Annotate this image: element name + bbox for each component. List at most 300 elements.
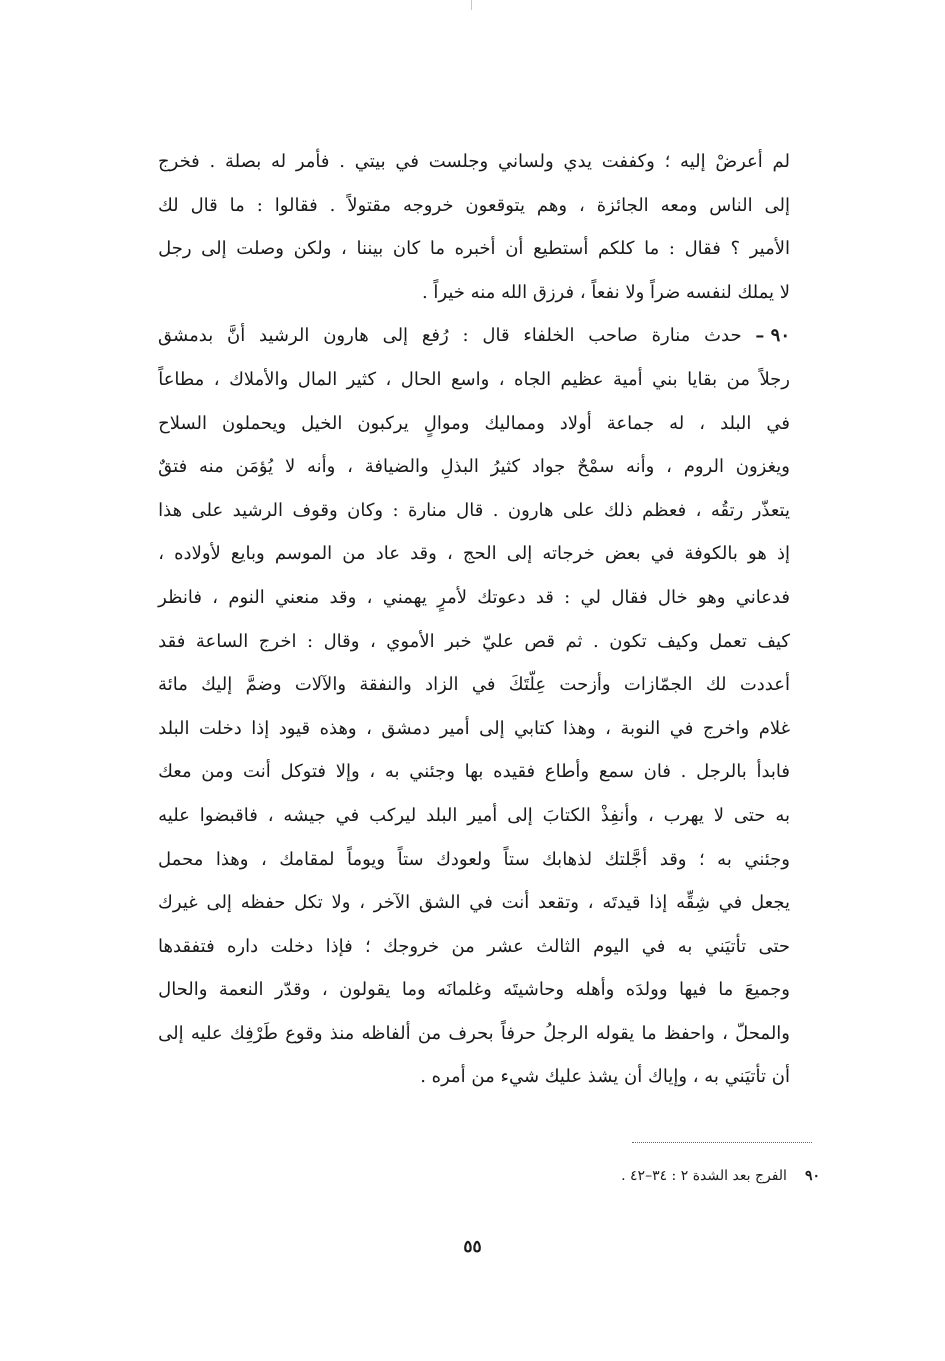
word: فخرج <box>158 151 200 172</box>
word: لأولاده <box>174 543 221 565</box>
word: هذا <box>158 499 183 521</box>
word: عظيم <box>560 368 604 390</box>
word: اخرج <box>258 630 297 652</box>
word: ستاً <box>503 848 530 870</box>
word: : <box>668 238 675 260</box>
word: وجئني <box>409 761 455 783</box>
word: وقال <box>323 630 360 652</box>
word: ، <box>347 456 353 478</box>
word: ، <box>359 892 366 914</box>
word: دعوتك <box>477 586 526 608</box>
word: . <box>492 499 499 521</box>
word: فقال <box>611 586 648 608</box>
word: ، <box>158 543 164 565</box>
word: ، <box>446 543 453 565</box>
word: بالكوفة <box>684 543 738 565</box>
word: فقيده <box>493 761 536 783</box>
word: ، <box>699 412 706 434</box>
word: كتابي <box>514 717 554 739</box>
word: ولساني <box>497 151 554 172</box>
word: ، <box>579 281 592 303</box>
word: ذلك <box>604 499 633 521</box>
word: في <box>469 892 493 914</box>
word: واخرج <box>702 717 750 739</box>
word: بالرجل <box>696 761 747 783</box>
word: خيراً <box>433 281 471 303</box>
word: الجائزة <box>596 194 649 216</box>
word: وقوع <box>285 1022 323 1044</box>
word: خال <box>657 586 688 608</box>
word: الأموي <box>386 630 435 652</box>
text-line <box>158 1055 790 1099</box>
word: وقوف <box>292 499 338 521</box>
word: الشق <box>418 892 461 914</box>
word: وأطاع <box>544 761 590 783</box>
word: داره <box>227 935 259 957</box>
word: له <box>270 151 287 172</box>
word: تأتيَني <box>704 935 747 957</box>
word: ما <box>718 979 734 1001</box>
word: أمره <box>431 1066 472 1088</box>
word: وهم <box>536 194 568 216</box>
word: والآلات <box>294 674 347 696</box>
word: هارون <box>507 499 554 521</box>
word: . <box>593 630 599 652</box>
word: ، <box>666 456 672 478</box>
word: بحرف <box>448 1022 494 1044</box>
word: بصلة <box>225 151 262 172</box>
word: ، <box>369 630 376 652</box>
word: فتقٌ <box>158 456 188 478</box>
word: : <box>307 630 314 652</box>
word: وجئني <box>744 848 790 870</box>
word: ، <box>267 804 274 826</box>
word: عليّ <box>482 630 514 652</box>
word: محمل <box>158 848 204 870</box>
word: أخبره <box>454 238 496 260</box>
word: وهذا <box>563 717 596 739</box>
word: وصلت <box>236 238 284 260</box>
word: يجعل <box>751 892 790 914</box>
word: ضراً <box>650 281 686 303</box>
word: خرجاته <box>542 543 595 565</box>
word: بعض <box>604 543 641 565</box>
word: إلى <box>206 892 232 914</box>
word: إلى <box>201 238 227 260</box>
word: اليوم <box>593 935 630 957</box>
word: لمقامك <box>279 848 335 870</box>
text-line <box>158 968 790 1012</box>
word: صاحب <box>588 325 638 347</box>
text-line <box>158 707 790 751</box>
text-line <box>158 663 790 707</box>
word: البلد <box>158 717 190 739</box>
word: رتقُه <box>710 499 744 521</box>
word: قال <box>190 194 218 216</box>
word: كيف <box>757 630 790 652</box>
word: ؛ <box>664 151 671 172</box>
word: إلى <box>479 717 505 739</box>
word: بقايا <box>687 368 718 390</box>
word: قص <box>524 630 555 652</box>
word: فدعاني <box>735 586 790 608</box>
text-line <box>158 532 790 576</box>
word: النوبة <box>620 717 661 739</box>
text-line <box>158 794 790 838</box>
word: الحج <box>462 543 497 565</box>
word: الحال <box>400 368 442 390</box>
word: السلاح <box>158 412 207 434</box>
word: البلد <box>426 804 458 826</box>
word: شيء <box>500 1066 545 1088</box>
word: وهذا <box>215 848 249 870</box>
word: والنفقة <box>359 674 412 696</box>
word: ما <box>429 238 445 260</box>
word: . <box>421 281 434 303</box>
word: تعمل <box>709 630 747 652</box>
word: به <box>775 804 790 826</box>
word: المال <box>297 368 338 390</box>
word: ومماليك <box>484 412 545 434</box>
word: وأنفِذْ <box>600 804 639 826</box>
text-line <box>158 358 790 402</box>
word: وقد <box>410 543 437 565</box>
word: بها <box>464 761 484 783</box>
footnote-separator <box>632 1142 812 1143</box>
word: تأتيَني <box>724 1066 772 1088</box>
word: من <box>417 1022 442 1044</box>
word: قد <box>535 586 554 608</box>
word: ليركب <box>369 804 417 826</box>
word: من <box>451 935 475 957</box>
word: على <box>191 499 224 521</box>
word: وأزحت <box>559 674 611 696</box>
word: وإياك <box>648 1066 693 1088</box>
word: دمشق <box>381 717 431 739</box>
word: وتقعد <box>538 892 579 914</box>
word: سمْحٌ <box>577 456 615 478</box>
word: على <box>562 499 595 521</box>
word: قيود <box>278 717 311 739</box>
word: في <box>650 543 675 565</box>
footnote-number: ٩٠ <box>804 1168 820 1184</box>
word: أمير <box>439 717 470 739</box>
word: يهرب <box>663 804 704 826</box>
word: رُفع <box>421 325 449 347</box>
word: فإذا <box>325 935 353 957</box>
word: ويحملون <box>221 412 287 434</box>
word: . <box>329 194 336 216</box>
word: فأمر <box>295 151 330 172</box>
word: البذلِ <box>440 456 479 478</box>
word: لنفسه <box>686 281 738 303</box>
word: ، <box>366 717 372 739</box>
word: يقوله <box>595 1022 635 1044</box>
word: يتعذّر <box>752 499 790 521</box>
word: كثيرُ <box>490 456 521 478</box>
word: فانظر <box>158 586 202 608</box>
word: أمير <box>467 804 498 826</box>
word: فان <box>643 761 671 783</box>
word: تكون <box>609 630 647 652</box>
word: خروجه <box>402 194 454 216</box>
footnote-text: الفرج بعد الشدة ٢ : ٣٤–٤٢ . <box>621 1168 787 1184</box>
word: إلى <box>158 1022 184 1044</box>
word: فيها <box>678 979 707 1001</box>
word: واسع <box>450 368 490 390</box>
word: ، <box>647 804 654 826</box>
word: فقد <box>158 630 186 652</box>
word: يشذ <box>587 1066 625 1088</box>
text-line-first-of-paragraph <box>158 314 790 358</box>
word: : <box>392 499 399 521</box>
word: الناس <box>709 194 753 216</box>
word: وقد <box>659 848 687 870</box>
word: وإلا <box>335 761 360 783</box>
word: ؟ <box>730 238 741 260</box>
word: ، <box>385 368 392 390</box>
word: به <box>704 1066 725 1088</box>
word: دخلت <box>198 717 242 739</box>
word: كان <box>392 238 421 260</box>
word: وأنه <box>306 456 336 478</box>
word: : <box>564 586 571 608</box>
word: قال <box>456 499 484 521</box>
word: والضيافة <box>364 456 429 478</box>
word: ، <box>212 586 219 608</box>
word: كلكم <box>598 238 635 260</box>
page-number: ٥٥ <box>463 1237 482 1257</box>
word: أعددت <box>739 674 790 696</box>
word: خروجك <box>383 935 440 957</box>
word: من <box>726 368 750 390</box>
word: الساعة <box>195 630 249 652</box>
word: هو <box>748 543 767 565</box>
word: عِلّتَكَ <box>508 674 547 696</box>
word: من <box>471 1066 501 1088</box>
word: وقد <box>329 586 357 608</box>
word: له <box>669 412 685 434</box>
word: وموالٍ <box>423 412 470 434</box>
word: ومن <box>201 761 234 783</box>
word: كثير <box>346 368 377 390</box>
word: إلى <box>382 325 409 347</box>
word: الثالث <box>536 935 581 957</box>
word: بيتي <box>354 151 386 172</box>
word: منه <box>470 281 502 303</box>
word: خبر <box>445 630 472 652</box>
word: أجَّلتك <box>604 848 648 870</box>
word: يملك <box>737 281 780 303</box>
word: في <box>395 151 419 172</box>
word: هارون <box>323 325 369 347</box>
word: ولا <box>625 281 651 303</box>
word: الآخر <box>373 892 411 914</box>
word: إلى <box>507 804 533 826</box>
word: عشر <box>487 935 524 957</box>
word: يقولون <box>339 979 391 1001</box>
word: البلد <box>720 412 752 434</box>
word: في <box>669 717 694 739</box>
word: ، <box>692 1066 705 1088</box>
word: جيشه <box>283 804 326 826</box>
word: ومعه <box>660 194 698 216</box>
paragraph-number: ٩٠ – <box>755 325 790 347</box>
word: إليك <box>201 674 233 696</box>
word: فتفقدها <box>158 935 215 957</box>
word: ، <box>341 238 347 260</box>
word: عليه <box>190 1022 223 1044</box>
word: وولدَه <box>625 979 668 1001</box>
word: به <box>677 935 693 957</box>
word: حفظه <box>240 892 286 914</box>
word: وجلست <box>428 151 489 172</box>
word: يتوقعون <box>465 194 525 216</box>
word: ألفاظه <box>361 1022 411 1044</box>
word: رجلاً <box>759 368 790 390</box>
word: لك <box>158 194 179 216</box>
word: ولكن <box>293 238 332 260</box>
word: وكيف <box>657 630 699 652</box>
word: وكان <box>347 499 384 521</box>
word: ؛ <box>698 848 705 870</box>
word: الأمير <box>749 238 790 260</box>
word: حدث <box>704 325 742 347</box>
text-line <box>158 838 790 882</box>
word: جماعة <box>606 412 655 434</box>
word: أنت <box>243 761 271 783</box>
word: قال <box>482 325 510 347</box>
word: به <box>384 761 400 783</box>
text-line <box>158 271 790 315</box>
word: ، <box>722 1022 728 1044</box>
word: في <box>641 935 666 957</box>
word: أستطيع <box>533 238 589 260</box>
word: عليه <box>158 804 190 826</box>
word: لي <box>580 586 602 608</box>
word: لك <box>705 674 727 696</box>
word: أعرضْ <box>715 151 763 172</box>
word: منارة <box>651 325 691 347</box>
word: غيرك <box>158 892 198 914</box>
word: واحفظ <box>663 1022 715 1044</box>
word: الخيل <box>301 412 343 434</box>
word: فتوكل <box>280 761 326 783</box>
word: شِقِّه <box>676 892 710 914</box>
word: : <box>256 194 263 216</box>
word: في <box>335 804 360 826</box>
word: منذ <box>329 1022 355 1044</box>
word: إذا <box>251 717 270 739</box>
word: ويغزون <box>735 456 790 478</box>
word: لا <box>713 804 724 826</box>
word: حرفاً <box>500 1022 537 1044</box>
word: في <box>471 674 496 696</box>
word: وقدّر <box>274 979 311 1001</box>
text-line <box>158 925 790 969</box>
text-line <box>158 1012 790 1056</box>
word: والحال <box>158 979 208 1001</box>
text-line <box>158 489 790 533</box>
text-line <box>158 750 790 794</box>
word: وأهله <box>575 979 615 1001</box>
word: . <box>209 151 216 172</box>
word: ، <box>366 586 373 608</box>
word: إليه <box>680 151 706 172</box>
word: جواد <box>531 456 566 478</box>
text-line <box>158 184 790 228</box>
word: ، <box>321 979 328 1001</box>
word: . <box>680 761 687 783</box>
word: يدي <box>563 151 592 172</box>
text-line <box>158 445 790 489</box>
word: مطاعاً <box>158 368 205 390</box>
word: وبايع <box>230 543 265 565</box>
word: الله <box>501 281 533 303</box>
word: منعني <box>275 586 320 608</box>
word: مائة <box>158 674 188 696</box>
word: وهذه <box>319 717 357 739</box>
word: رجل <box>158 238 192 260</box>
word: ، <box>695 499 702 521</box>
word: ؛ <box>365 935 371 957</box>
word: الجمّازات <box>623 674 693 696</box>
word: ، <box>587 892 594 914</box>
text-line <box>158 620 790 664</box>
word: يهمني <box>382 586 427 608</box>
word: لم <box>772 151 790 172</box>
text-line <box>158 402 790 446</box>
word: لا <box>284 456 296 478</box>
word: أن <box>624 1066 648 1088</box>
word: وجميعَ <box>744 979 790 1001</box>
word: مقتولاً <box>347 194 392 216</box>
word: إذ <box>776 543 790 565</box>
word: فقالوا <box>274 194 318 216</box>
word: ، <box>498 368 505 390</box>
word: نفعاً <box>591 281 626 303</box>
word: الكتابَ <box>542 804 591 826</box>
word: طَرْفِك <box>229 1022 278 1044</box>
word: بدمشق <box>158 325 214 347</box>
word: الرشيد <box>259 325 310 347</box>
word: بيننا <box>356 238 384 260</box>
word: فقال <box>684 238 721 260</box>
footnote <box>621 1168 820 1184</box>
word: بني <box>652 368 678 390</box>
word: في <box>766 412 790 434</box>
word: الرشيد <box>232 499 284 521</box>
word: قيدتَه <box>602 892 641 914</box>
word: وحاشيتَه <box>503 979 565 1001</box>
word: ، <box>578 194 585 216</box>
word: منارة <box>408 499 447 521</box>
word: عاد <box>375 543 400 565</box>
text-line <box>158 576 790 620</box>
word: ولعودك <box>436 848 492 870</box>
word: فرزق <box>532 281 580 303</box>
word: أولاد <box>559 412 592 434</box>
word: إلى <box>506 543 533 565</box>
word: ، <box>213 368 220 390</box>
word: لذهابك <box>542 848 593 870</box>
text-line <box>158 140 790 184</box>
word: تكل <box>294 892 323 914</box>
word: الروم <box>683 456 724 478</box>
word: الخلفاء <box>523 325 575 347</box>
word: دخلت <box>270 935 314 957</box>
word: ما <box>229 194 245 216</box>
